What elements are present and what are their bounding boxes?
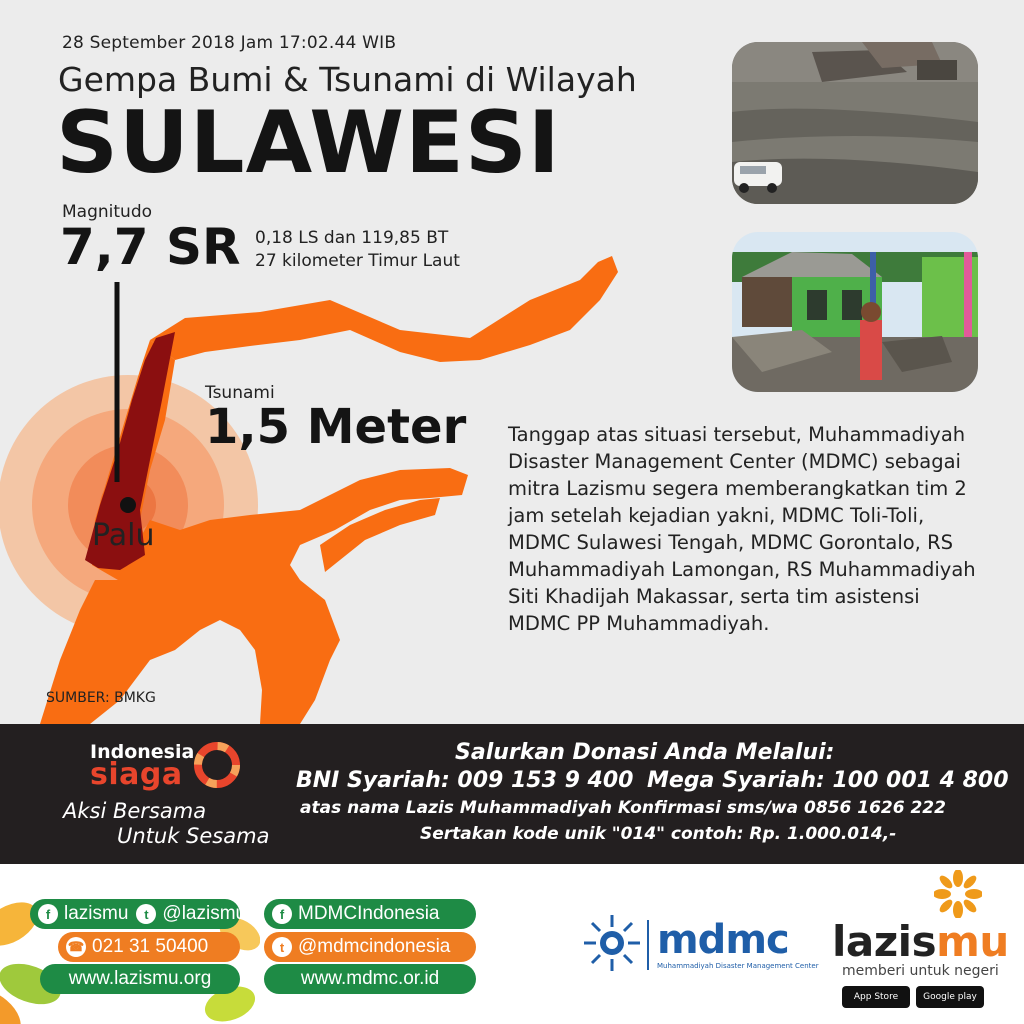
lazismu-website: www.lazismu.org [68,968,212,989]
photo-tsunami-street [732,42,978,204]
coordinates: 0,18 LS dan 119,85 BT [255,228,449,248]
magnitude-label: Magnitudo [62,202,153,222]
twitter-icon: t [136,904,156,924]
distance: 27 kilometer Timur Laut [255,251,460,271]
lazismu-logo-text [832,917,1009,966]
event-date: 28 September 2018 Jam 17:02.44 WIB [62,33,397,53]
lazismu-logo-part-a: lazis [832,917,937,966]
mdmc-twitter: @mdmcindonesia [298,936,451,957]
mdmc-website: www.mdmc.or.id [300,968,440,989]
google-play-badge[interactable]: Google play [916,986,984,1008]
magnitude-value: 7,7 SR [60,218,241,276]
muhammadiyah-emblem-icon [582,913,642,973]
headline: Gempa Bumi & Tsunami di Wilayah [58,60,637,99]
tsunami-value: 1,5 Meter [205,399,467,455]
mdmc-divider [647,920,649,970]
donation-confirmation: atas nama Lazis Muhammadiyah Konfirmasi sms/wa 0856 1626 222 [300,798,946,818]
lazismu-twitter: @lazismu [162,903,247,924]
facebook-icon: f [38,904,58,924]
region-title: SULAWESI [56,93,561,193]
mdmc-twitter-pill[interactable] [264,932,476,962]
photo-damaged-house [732,232,978,392]
epicenter-dot [120,497,136,513]
response-paragraph: Tanggap atas situasi tersebut, Muhammadiyah Disaster Management Center (MDMC) sebagai mitra Lazismu segera memberangkatkan tim 2 jam setelah kejadian yakni, MDMC Toli-Toli, MDMC Sulawesi Tengah, MDMC Gorontalo, RS Muhammadiyah Lamongan, RS Muhammadiyah Siti Khadijah Makassar, serta tim asistensi MDMC PP Muhammadiyah. [508,423,976,635]
mdmc-facebook-pill[interactable] [264,899,476,929]
campaign-tagline-1: Aksi Bersama [63,799,207,823]
bank-account-mega: Mega Syariah: 100 001 4 800 [647,768,1009,793]
app-store-badge[interactable]: App Store [842,986,910,1008]
campaign-logo-line2: siaga [90,757,183,792]
lazismu-phone: 021 31 50400 [92,936,209,957]
mdmc-logo-text: mdmc [657,917,789,963]
tsunami-label: Tsunami [205,383,275,403]
mdmc-website-pill[interactable] [264,964,476,994]
lazismu-tagline: memberi untuk negeri [842,963,999,979]
bank-account-bni: BNI Syariah: 009 153 9 400 [296,768,634,793]
donation-title: Salurkan Donasi Anda Melalui: [455,740,835,765]
lazismu-flower-icon [934,870,982,918]
lazismu-logo-part-b: mu [936,917,1009,966]
donation-unique-code: Sertakan kode unik "014" contoh: Rp. 1.000.014,- [420,824,897,844]
city-label: Palu [92,518,155,553]
lifebuoy-icon [194,742,240,788]
phone-icon: ☎ [66,937,86,957]
lazismu-website-pill[interactable] [40,964,240,994]
campaign-tagline-2: Untuk Sesama [117,824,270,848]
mdmc-logo-subtitle: Muhammadiyah Disaster Management Center [657,962,819,970]
mdmc-facebook: MDMCIndonesia [298,903,440,924]
campaign-logo-line1: Indonesia [90,741,195,763]
lazismu-social-pill[interactable] [30,899,247,929]
twitter-icon: t [272,937,292,957]
lazismu-phone-pill[interactable] [58,932,240,962]
source-note: SUMBER: BMKG [46,690,156,706]
lazismu-facebook: lazismu [64,903,129,924]
facebook-icon: f [272,904,292,924]
